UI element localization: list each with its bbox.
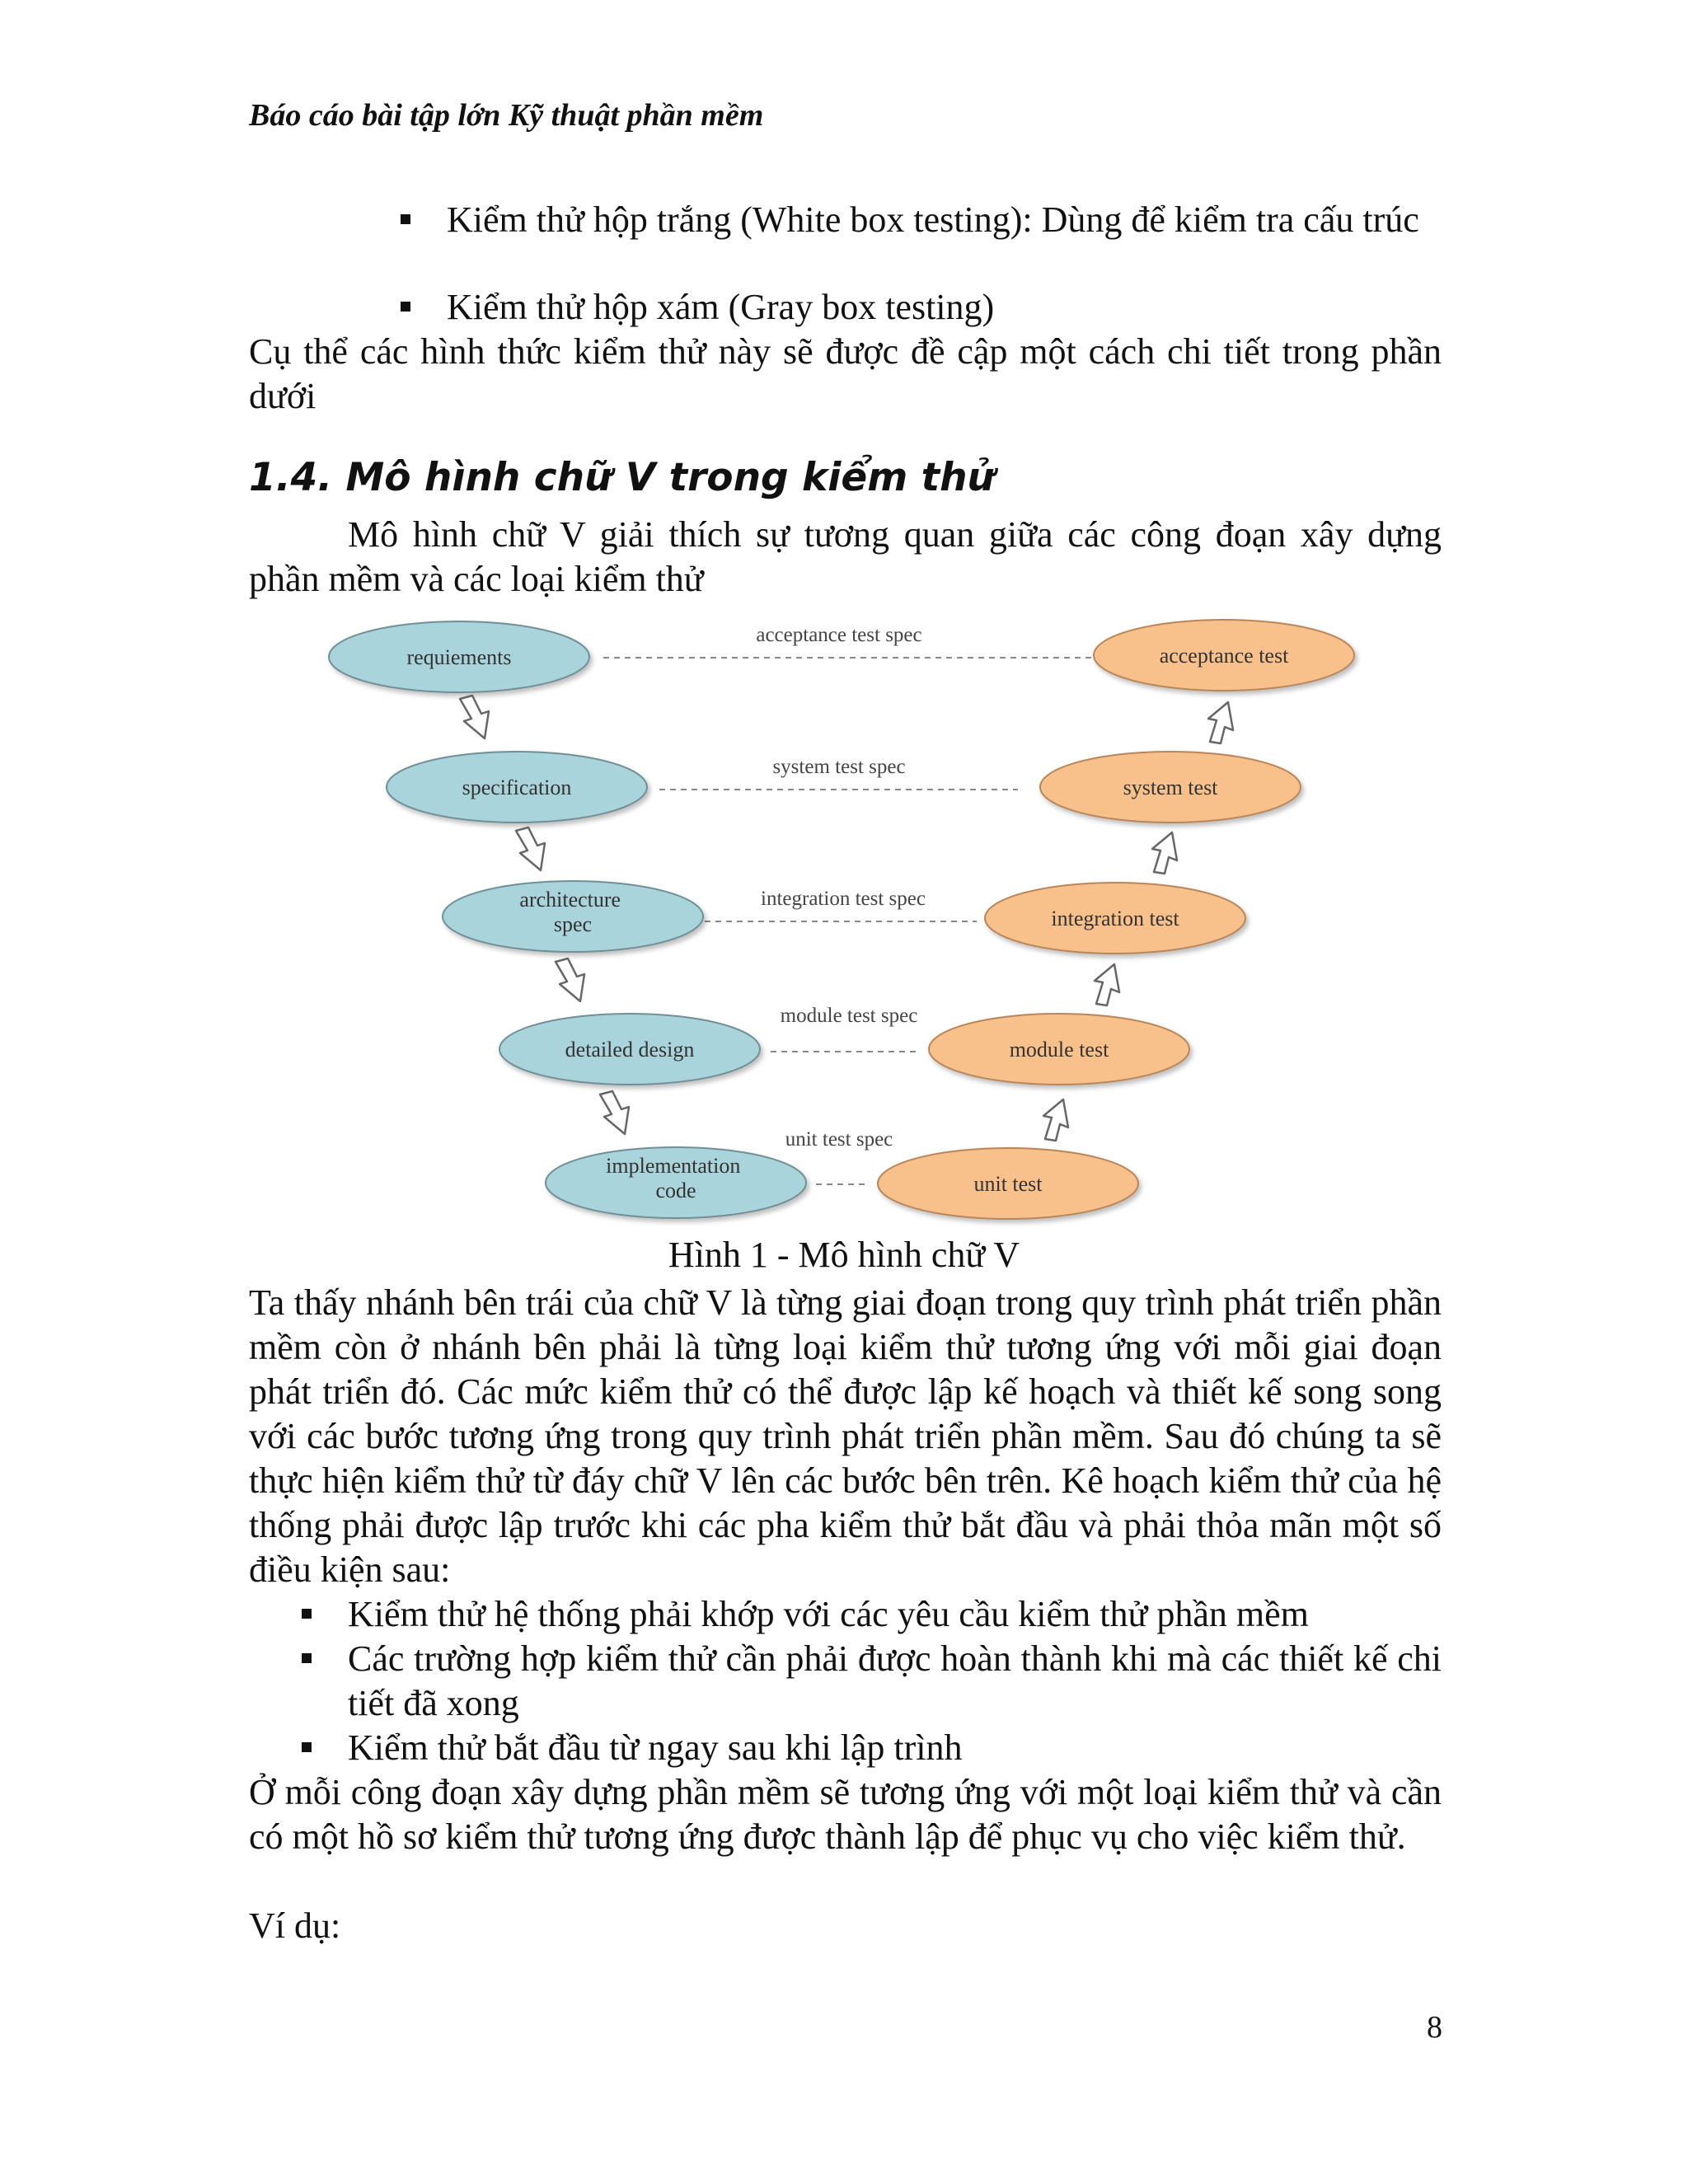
list-item-text: Kiểm thử bắt đầu từ ngay sau khi lập trình (348, 1727, 963, 1768)
page-number: 8 (1427, 2010, 1442, 2045)
stage-label: module test (1009, 1038, 1109, 1062)
spec-label: acceptance test spec (756, 624, 922, 646)
bullet-icon (401, 302, 410, 312)
down-arrow-icon (516, 827, 545, 870)
list-item (401, 198, 1442, 287)
spec-label: system test spec (772, 756, 906, 778)
stage-implementation-code (546, 1147, 806, 1218)
up-arrow-icon (1152, 832, 1177, 874)
list-item-text: Kiểm thử hộp xám (Gray box testing) (447, 287, 995, 327)
bullet-icon (302, 1609, 312, 1619)
list-item-text: Kiểm thử hộp trắng (White box testing): Dùng để kiểm tra cấu trúc (447, 199, 1419, 240)
stage-label-line: code (655, 1179, 696, 1202)
list-item (401, 285, 1442, 330)
spec-label: module test spec (780, 1005, 918, 1027)
stage-label-line: implementation (606, 1154, 741, 1178)
bullet-icon (401, 214, 410, 224)
stage-architecture-spec (443, 881, 703, 952)
list-item-text: Các trường hợp kiểm thử cần phải được hoàn thành khi mà các thiết kế chi tiết đã xong (348, 1638, 1442, 1723)
section-intro: Mô hình chữ V giải thích sự tương quan giữa các công đoạn xây dựng phần mềm và các loại kiểm thử (249, 514, 1442, 599)
stage-specification (387, 752, 647, 823)
spec-label: unit test spec (785, 1128, 893, 1151)
stage-label: requiements (406, 645, 512, 669)
stage-label: integration test (1051, 907, 1179, 930)
v-model-diagram (313, 610, 1376, 1228)
stage-label-line: spec (553, 912, 593, 936)
running-header: Báo cáo bài tập lớn Kỹ thuật phần mềm (249, 98, 764, 133)
closing-paragraph: Ở mỗi công đoạn xây dựng phần mềm sẽ tương ứng với một loại kiểm thử và cần có một hồ sơ kiểm thử tương ứng được thành lập để phục vụ cho việc kiểm thử. (249, 1772, 1442, 1857)
down-arrow-icon (556, 958, 584, 1001)
figure-caption: Hình 1 - Mô hình chữ V (668, 1235, 1020, 1275)
stage-label: system test (1123, 776, 1218, 799)
bullet-icon (302, 1653, 312, 1663)
up-arrow-icon (1043, 1099, 1068, 1141)
bullet-icon (302, 1742, 312, 1752)
down-arrow-icon (600, 1091, 629, 1134)
up-arrow-icon (1208, 702, 1233, 743)
body-paragraph: Ta thấy nhánh bên trái của chữ V là từng giai đoạn trong quy trình phát triển phần mềm còn ở nhánh bên phải là từng loại kiểm thử tương ứng với mỗi giai đoạn phát triển đó. Các mức kiểm thử có thể được lập kế hoạch và thiết kế song song với các bước tương ứng trong quy trình phát triển phần mềm. Sau đó chúng ta sẽ thực hiện kiểm thử từ đáy chữ V lên các bước bên trên. Kê hoạch kiểm thử của hệ thống phải được lập trước khi các pha kiểm thử bắt đầu và phải thỏa mãn một số điều kiện sau: (249, 1282, 1442, 1590)
stage-detailed-design (499, 1014, 760, 1085)
spec-label: integration test spec (761, 888, 926, 910)
list-item-text: Kiểm thử hệ thống phải khớp với các yêu cầu kiểm thử phần mềm (348, 1594, 1309, 1634)
stage-label-line: architecture (519, 888, 621, 912)
list-item (302, 1637, 1442, 1726)
stage-system-test (1040, 752, 1301, 823)
stage-label: specification (462, 776, 572, 799)
example-label: Ví dụ: (249, 1905, 341, 1946)
stage-label: detailed design (565, 1038, 695, 1062)
stage-requirements (329, 621, 589, 692)
down-arrow-icon (460, 696, 489, 738)
list-item (302, 1592, 1442, 1637)
stage-acceptance-test (1094, 620, 1354, 691)
stage-label: acceptance test (1159, 644, 1289, 668)
section-heading: 1.4. Mô hình chữ V trong kiểm thử (249, 455, 996, 500)
stage-module-test (929, 1014, 1189, 1085)
intro-paragraph: Cụ thể các hình thức kiểm thử này sẽ được đề cập một cách chi tiết trong phần dưới (249, 331, 1442, 416)
stage-integration-test (985, 883, 1245, 954)
stage-unit-test (878, 1148, 1138, 1219)
list-item (302, 1726, 1442, 1770)
stage-label: unit test (973, 1172, 1043, 1196)
up-arrow-icon (1095, 964, 1119, 1005)
